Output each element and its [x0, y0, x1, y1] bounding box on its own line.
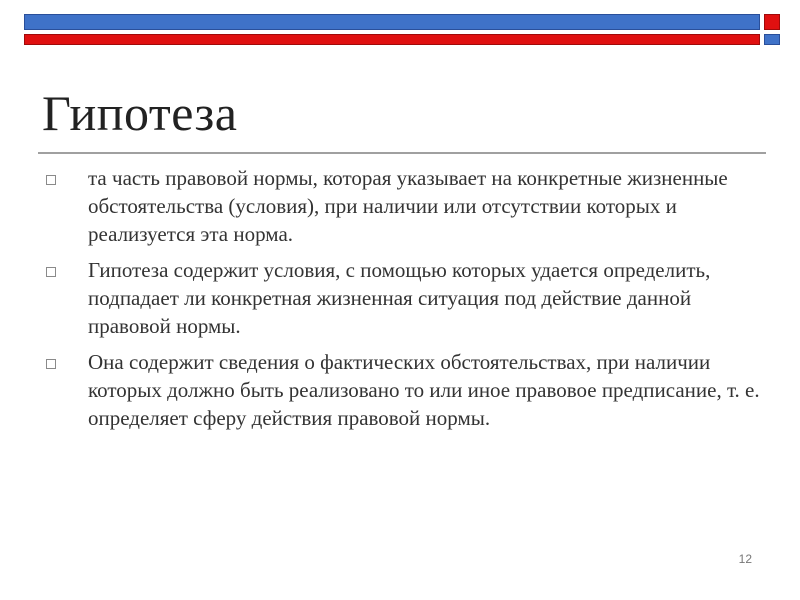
- bullet-item: [44, 164, 764, 248]
- bullet-text: та часть правовой нормы, которая указывает на конкретные жизненные обстоятельства (условия), при наличии или отсутствии которых и реализуется эта норма.: [88, 166, 728, 246]
- header-red-bar: [24, 34, 760, 45]
- bullet-text: Гипотеза содержит условия, с помощью которых удается определить, подпадает ли конкретная жизненная ситуация под действие данной правовой нормы.: [88, 258, 711, 338]
- title-divider: [38, 152, 766, 154]
- bullet-text: Она содержит сведения о фактических обстоятельствах, при наличии которых должно быть реализовано то или иное правовое предписание, т. е. определяет сферу действия правовой нормы.: [88, 350, 760, 430]
- header-red-square: [764, 14, 780, 30]
- hollow-square-icon: [46, 267, 56, 277]
- page-number: 12: [738, 552, 752, 566]
- hollow-square-icon: [46, 359, 56, 369]
- bullet-item: [44, 348, 764, 432]
- slide-title: Гипотеза: [42, 85, 238, 141]
- bullet-list: [44, 164, 764, 440]
- header-blue-bar: [24, 14, 760, 30]
- hollow-square-icon: [46, 175, 56, 185]
- header-blue-square: [764, 34, 780, 45]
- bullet-item: [44, 256, 764, 340]
